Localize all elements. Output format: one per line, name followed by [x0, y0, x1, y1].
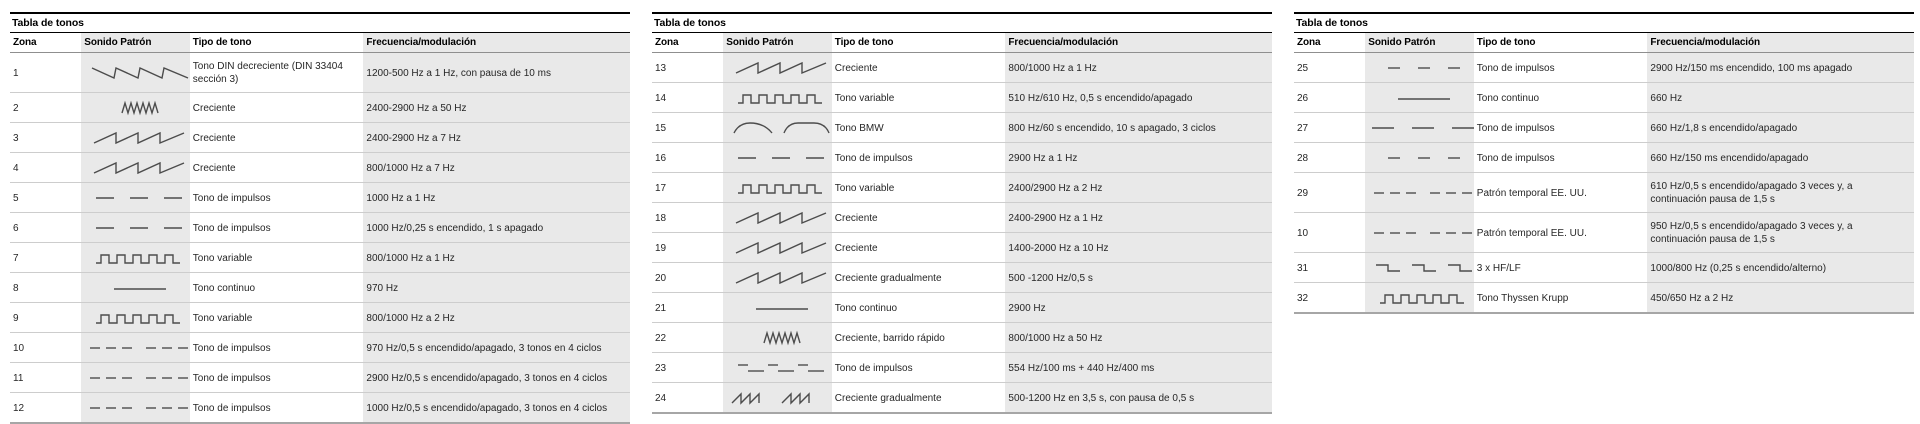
column-header: Sonido Patrón: [723, 33, 832, 53]
frequency-cell: 660 Hz/1,8 s encendido/apagado: [1647, 113, 1914, 143]
zone-cell: 21: [652, 293, 723, 323]
table-row: [652, 203, 1272, 233]
column-header: Sonido Patrón: [1365, 33, 1474, 53]
table-row: [10, 243, 630, 273]
table-row: [652, 113, 1272, 143]
zone-cell: 22: [652, 323, 723, 353]
tone-type-cell: Tono de impulsos: [190, 363, 364, 393]
frequency-cell: 800/1000 Hz a 1 Hz: [363, 243, 630, 273]
zone-cell: 7: [10, 243, 81, 273]
rising-sawtooth-icon: [726, 210, 838, 226]
tone-type-cell: Tono de impulsos: [1474, 143, 1648, 173]
zone-cell: 24: [652, 383, 723, 414]
frequency-cell: 2900 Hz a 1 Hz: [1005, 143, 1272, 173]
pattern-cell: [723, 203, 832, 233]
zone-cell: 9: [10, 303, 81, 333]
zone-cell: 1: [10, 53, 81, 93]
frequency-cell: 610 Hz/0,5 s encendido/apagado 3 veces y, a continuación pausa de 1,5 s: [1647, 173, 1914, 213]
column-header: Tipo de tono: [190, 33, 364, 53]
zone-cell: 15: [652, 113, 723, 143]
tone-type-cell: Patrón temporal EE. UU.: [1474, 213, 1648, 253]
column-header: Frecuencia/modulación: [363, 33, 630, 53]
square-wave-icon: [84, 310, 196, 326]
pattern-cell: [1365, 53, 1474, 83]
tone-type-cell: Tono variable: [832, 83, 1006, 113]
frequency-cell: 1000/800 Hz (0,25 s encendido/alterno): [1647, 253, 1914, 283]
table-row: [10, 303, 630, 333]
pattern-cell: [723, 233, 832, 263]
frequency-cell: 1000 Hz/0,25 s encendido, 1 s apagado: [363, 213, 630, 243]
pattern-cell: [723, 383, 832, 414]
table-row: [652, 143, 1272, 173]
frequency-cell: 2400-2900 Hz a 50 Hz: [363, 93, 630, 123]
zone-cell: 10: [10, 333, 81, 363]
table-row: [10, 183, 630, 213]
table-row: [1294, 143, 1914, 173]
zone-cell: 13: [652, 53, 723, 83]
column-header: Zona: [652, 33, 723, 53]
table-row: [10, 153, 630, 183]
square-wave-icon: [84, 250, 196, 266]
column-header: Zona: [1294, 33, 1365, 53]
zone-cell: 14: [652, 83, 723, 113]
zone-cell: 12: [10, 393, 81, 424]
dashes-long-icon: [726, 150, 838, 166]
frequency-cell: 950 Hz/0,5 s encendido/apagado 3 veces y, a continuación pausa de 1,5 s: [1647, 213, 1914, 253]
square-wave-icon: [1368, 290, 1480, 306]
pattern-cell: [723, 293, 832, 323]
zone-cell: 23: [652, 353, 723, 383]
pattern-cell: [81, 273, 190, 303]
pattern-cell: [81, 123, 190, 153]
tone-type-cell: Tono Thyssen Krupp: [1474, 283, 1648, 314]
zone-cell: 28: [1294, 143, 1365, 173]
tone-type-cell: Tono continuo: [190, 273, 364, 303]
rising-sawtooth-icon: [726, 270, 838, 286]
tone-table-1: [10, 12, 630, 424]
frequency-cell: 800/1000 Hz a 2 Hz: [363, 303, 630, 333]
pattern-cell: [723, 323, 832, 353]
tone-type-cell: Creciente: [832, 233, 1006, 263]
pattern-cell: [723, 83, 832, 113]
dense-zigzag-icon: [726, 330, 838, 346]
dashes-double-group-icon: [1368, 185, 1480, 201]
zone-cell: 19: [652, 233, 723, 263]
tone-table-2: [652, 12, 1272, 424]
zone-cell: 10: [1294, 213, 1365, 253]
zone-cell: 27: [1294, 113, 1365, 143]
pattern-cell: [81, 213, 190, 243]
zone-cell: 16: [652, 143, 723, 173]
tone-type-cell: Tono variable: [190, 243, 364, 273]
tone-table-3: [1294, 12, 1914, 424]
grouped-sawtooth-icon: [726, 390, 838, 406]
tone-type-cell: Tono de impulsos: [190, 333, 364, 363]
tone-type-cell: Tono de impulsos: [832, 143, 1006, 173]
table-row: [10, 333, 630, 363]
table-row: [10, 93, 630, 123]
pattern-cell: [723, 353, 832, 383]
frequency-cell: 970 Hz/0,5 s encendido/apagado, 3 tonos en 4 ciclos: [363, 333, 630, 363]
frequency-cell: 1000 Hz a 1 Hz: [363, 183, 630, 213]
pattern-cell: [1365, 83, 1474, 113]
tone-type-cell: Creciente gradualmente: [832, 263, 1006, 293]
step-down-icon: [1368, 260, 1480, 276]
header-row: [652, 33, 1272, 53]
tone-type-cell: 3 x HF/LF: [1474, 253, 1648, 283]
rising-sawtooth-icon: [84, 160, 196, 176]
tone-type-cell: Tono de impulsos: [1474, 113, 1648, 143]
dense-zigzag-icon: [84, 100, 196, 116]
dashes-double-group-icon: [84, 370, 196, 386]
pattern-cell: [1365, 143, 1474, 173]
pattern-cell: [1365, 173, 1474, 213]
table-row: [652, 383, 1272, 414]
pattern-cell: [723, 173, 832, 203]
pattern-cell: [81, 153, 190, 183]
zone-cell: 31: [1294, 253, 1365, 283]
frequency-cell: 554 Hz/100 ms + 440 Hz/400 ms: [1005, 353, 1272, 383]
zone-cell: 6: [10, 213, 81, 243]
falling-sawtooth-icon: [84, 65, 196, 81]
dashes-short-icon: [1368, 150, 1480, 166]
tone-type-cell: Creciente: [190, 93, 364, 123]
frequency-cell: 800/1000 Hz a 7 Hz: [363, 153, 630, 183]
table-title: Tabla de tonos: [10, 12, 630, 33]
pattern-cell: [1365, 113, 1474, 143]
frequency-cell: 970 Hz: [363, 273, 630, 303]
frequency-cell: 2900 Hz: [1005, 293, 1272, 323]
tone-type-cell: Creciente gradualmente: [832, 383, 1006, 414]
pattern-cell: [723, 143, 832, 173]
table-row: [652, 173, 1272, 203]
tone-type-cell: Tono continuo: [832, 293, 1006, 323]
pattern-cell: [723, 53, 832, 83]
continuous-line-icon: [726, 300, 838, 316]
tone-type-cell: Creciente: [190, 123, 364, 153]
frequency-cell: 2900 Hz/0,5 s encendido/apagado, 3 tonos en 4 ciclos: [363, 363, 630, 393]
dashes-long-icon: [84, 220, 196, 236]
rising-sawtooth-icon: [726, 60, 838, 76]
tone-type-cell: Tono de impulsos: [190, 213, 364, 243]
column-header: Frecuencia/modulación: [1647, 33, 1914, 53]
table-row: [1294, 253, 1914, 283]
table-row: [652, 263, 1272, 293]
table-row: [1294, 83, 1914, 113]
table-row: [1294, 283, 1914, 314]
tone-type-cell: Creciente, barrido rápido: [832, 323, 1006, 353]
frequency-cell: 800 Hz/60 s encendido, 10 s apagado, 3 ciclos: [1005, 113, 1272, 143]
tone-type-cell: Tono de impulsos: [190, 393, 364, 424]
dashes-wide-icon: [1368, 120, 1480, 136]
zone-cell: 32: [1294, 283, 1365, 314]
table-row: [652, 83, 1272, 113]
pattern-cell: [81, 303, 190, 333]
tone-type-cell: Tono variable: [190, 303, 364, 333]
pattern-cell: [81, 53, 190, 93]
frequency-cell: 800/1000 Hz a 1 Hz: [1005, 53, 1272, 83]
tone-type-cell: Tono continuo: [1474, 83, 1648, 113]
tone-type-cell: Tono variable: [832, 173, 1006, 203]
frequency-cell: 660 Hz: [1647, 83, 1914, 113]
rising-sawtooth-icon: [726, 240, 838, 256]
table-row: [10, 273, 630, 303]
header-row: [10, 33, 630, 53]
rising-sawtooth-icon: [84, 130, 196, 146]
tone-type-cell: Tono DIN decreciente (DIN 33404 sección 3): [190, 53, 364, 93]
zone-cell: 25: [1294, 53, 1365, 83]
table-row: [652, 293, 1272, 323]
tone-type-cell: Tono de impulsos: [1474, 53, 1648, 83]
table-title: Tabla de tonos: [1294, 12, 1914, 33]
tone-table-grid: [652, 33, 1272, 414]
dashes-double-group-icon: [1368, 225, 1480, 241]
continuous-line-icon: [84, 280, 196, 296]
zone-cell: 4: [10, 153, 81, 183]
pattern-cell: [1365, 283, 1474, 314]
dashes-short-icon: [1368, 60, 1480, 76]
high-low-pulse-icon: [726, 360, 838, 376]
pattern-cell: [81, 333, 190, 363]
tone-table-grid: [1294, 33, 1914, 314]
tone-type-cell: Creciente: [832, 53, 1006, 83]
zone-cell: 3: [10, 123, 81, 153]
frequency-cell: 1400-2000 Hz a 10 Hz: [1005, 233, 1272, 263]
pattern-cell: [81, 363, 190, 393]
tone-type-cell: Creciente: [190, 153, 364, 183]
dashes-double-group-icon: [84, 400, 196, 416]
table-row: [1294, 113, 1914, 143]
zone-cell: 17: [652, 173, 723, 203]
frequency-cell: 1000 Hz/0,5 s encendido/apagado, 3 tonos en 4 ciclos: [363, 393, 630, 424]
column-header: Sonido Patrón: [81, 33, 190, 53]
square-wave-icon: [726, 180, 838, 196]
table-row: [10, 363, 630, 393]
frequency-cell: 1200-500 Hz a 1 Hz, con pausa de 10 ms: [363, 53, 630, 93]
tone-type-cell: Tono de impulsos: [190, 183, 364, 213]
frequency-cell: 800/1000 Hz a 50 Hz: [1005, 323, 1272, 353]
tone-type-cell: Tono de impulsos: [832, 353, 1006, 383]
table-row: [1294, 213, 1914, 253]
tone-table-grid: [10, 33, 630, 424]
zone-cell: 18: [652, 203, 723, 233]
frequency-cell: 2400-2900 Hz a 7 Hz: [363, 123, 630, 153]
zone-cell: 2: [10, 93, 81, 123]
pattern-cell: [81, 243, 190, 273]
frequency-cell: 450/650 Hz a 2 Hz: [1647, 283, 1914, 314]
zone-cell: 26: [1294, 83, 1365, 113]
table-row: [652, 323, 1272, 353]
tone-type-cell: Creciente: [832, 203, 1006, 233]
frequency-cell: 660 Hz/150 ms encendido/apagado: [1647, 143, 1914, 173]
pattern-cell: [81, 183, 190, 213]
frequency-cell: 510 Hz/610 Hz, 0,5 s encendido/apagado: [1005, 83, 1272, 113]
pattern-cell: [1365, 253, 1474, 283]
frequency-cell: 2400/2900 Hz a 2 Hz: [1005, 173, 1272, 203]
table-title: Tabla de tonos: [652, 12, 1272, 33]
frequency-cell: 500 -1200 Hz/0,5 s: [1005, 263, 1272, 293]
zone-cell: 29: [1294, 173, 1365, 213]
pattern-cell: [81, 393, 190, 424]
continuous-line-icon: [1368, 90, 1480, 106]
table-row: [10, 53, 630, 93]
table-row: [652, 53, 1272, 83]
tone-type-cell: Patrón temporal EE. UU.: [1474, 173, 1648, 213]
pattern-cell: [81, 93, 190, 123]
header-row: [1294, 33, 1914, 53]
table-row: [10, 123, 630, 153]
square-wave-icon: [726, 90, 838, 106]
table-row: [652, 353, 1272, 383]
frequency-cell: 2900 Hz/150 ms encendido, 100 ms apagado: [1647, 53, 1914, 83]
column-header: Tipo de tono: [1474, 33, 1648, 53]
table-row: [1294, 53, 1914, 83]
dashes-double-group-icon: [84, 340, 196, 356]
table-row: [10, 213, 630, 243]
pattern-cell: [723, 113, 832, 143]
zone-cell: 20: [652, 263, 723, 293]
dashes-long-icon: [84, 190, 196, 206]
zone-cell: 5: [10, 183, 81, 213]
column-header: Zona: [10, 33, 81, 53]
column-header: Frecuencia/modulación: [1005, 33, 1272, 53]
pattern-cell: [1365, 213, 1474, 253]
column-header: Tipo de tono: [832, 33, 1006, 53]
table-row: [652, 233, 1272, 263]
frequency-cell: 500-1200 Hz en 3,5 s, con pausa de 0,5 s: [1005, 383, 1272, 414]
pattern-cell: [723, 263, 832, 293]
table-row: [10, 393, 630, 424]
table-row: [1294, 173, 1914, 213]
tone-type-cell: Tono BMW: [832, 113, 1006, 143]
bmw-humps-icon: [726, 120, 838, 136]
zone-cell: 11: [10, 363, 81, 393]
frequency-cell: 2400-2900 Hz a 1 Hz: [1005, 203, 1272, 233]
zone-cell: 8: [10, 273, 81, 303]
